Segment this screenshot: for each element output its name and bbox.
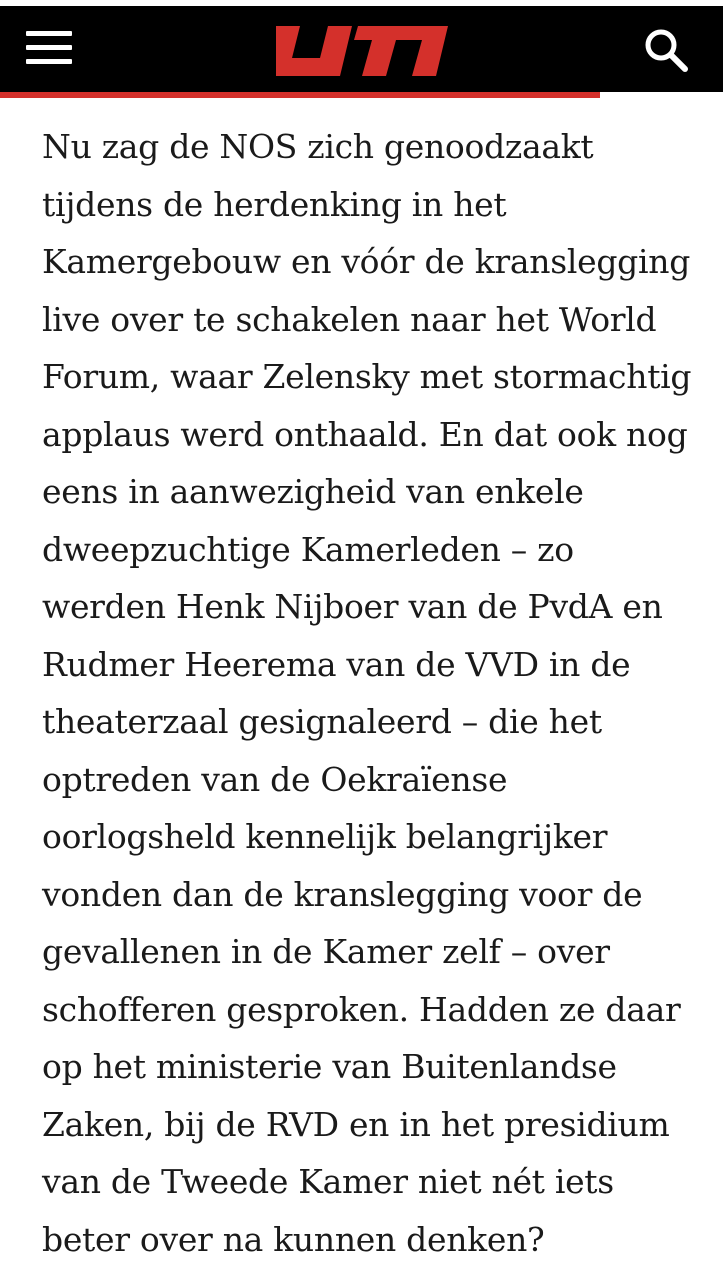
header-top-strip <box>0 0 723 6</box>
search-icon[interactable] <box>640 24 692 76</box>
article-body <box>42 118 702 1268</box>
site-header <box>0 0 723 92</box>
reading-progress-fill <box>0 92 600 98</box>
menu-bar <box>26 59 72 64</box>
hamburger-menu-icon[interactable] <box>22 26 78 70</box>
menu-bar <box>26 45 72 50</box>
reading-progress-bar <box>0 92 723 98</box>
menu-bar <box>26 31 72 36</box>
un-logo-icon[interactable] <box>272 26 452 76</box>
article-paragraph: Nu zag de NOS zich genoodzaakt tijdens de herdenking in het Kamergebouw en vóór de kranslegging live over te schakelen naar het World Forum, waar Zelensky met stormachtig applaus werd onthaald. En dat ook nog eens in aanwezigheid van enkele dweepzuchtige Kamerleden – zo werden Henk Nijboer van de PvdA en Rudmer Heerema van de VVD in de theaterzaal gesignaleerd – die het optreden van de Oekraïense oorlogsheld kennelijk belangrijker vonden dan de kranslegging voor de gevallenen in de Kamer zelf – over schofferen gesproken. Hadden ze daar op het ministerie van Buitenlandse Zaken, bij de RVD en in het presidium van de Tweede Kamer niet nét iets beter over na kunnen denken? <box>42 127 692 1259</box>
